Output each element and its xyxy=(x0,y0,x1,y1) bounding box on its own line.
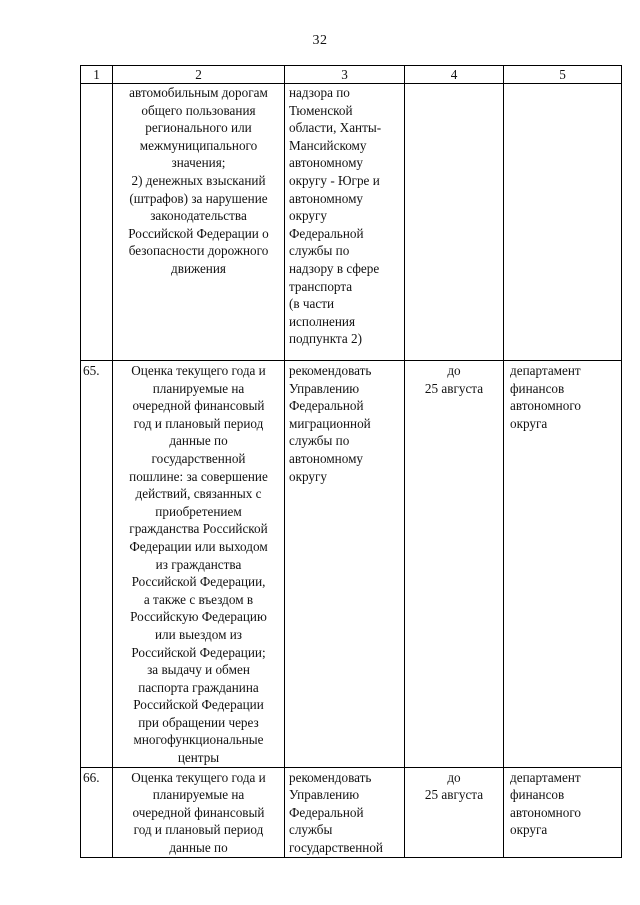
table-row xyxy=(81,767,622,857)
row-number: 66. xyxy=(81,767,113,857)
row-description: Оценка текущего года и планируемые на очередной финансовый год и плановый период данные по государственной пошлине: за совершение действий, связанных с приобретением гражданства Российской Федерации или выходом из гражданства Российской Федерации, а также с въездом в Российскую Федерацию или выездом из Российской Федерации; за выдачу и обмен паспорта гражданина Российской Федерации при обращении через многофункциональные центры xyxy=(113,361,285,768)
row-recipient: департамент финансов автономного округа xyxy=(504,361,622,768)
row-number xyxy=(81,84,113,361)
row-executor: рекомендовать Управлению Федеральной миграционной службы по автономному округу xyxy=(285,361,405,768)
header-cell-5: 5 xyxy=(504,66,622,84)
row-executor: рекомендовать Управлению Федеральной службы государственной xyxy=(285,767,405,857)
row-deadline: до 25 августа xyxy=(405,361,504,768)
header-cell-3: 3 xyxy=(285,66,405,84)
row-description: Оценка текущего года и планируемые на очередной финансовый год и плановый период данные по xyxy=(113,767,285,857)
row-deadline: до 25 августа xyxy=(405,767,504,857)
row-recipient: департамент финансов автономного округа xyxy=(504,767,622,857)
table-row xyxy=(81,361,622,768)
header-cell-4: 4 xyxy=(405,66,504,84)
row-deadline xyxy=(405,84,504,361)
table-row xyxy=(81,84,622,361)
table-header-row xyxy=(81,66,622,84)
row-executor: надзора по Тюменской области, Ханты- Мансийскому автономному округу - Югре и автономному округу Федеральной службы по надзору в сфере транспорта (в части исполнения подпункта 2) xyxy=(285,84,405,361)
row-number: 65. xyxy=(81,361,113,768)
header-cell-1: 1 xyxy=(81,66,113,84)
page-number: 32 xyxy=(312,33,328,48)
row-recipient xyxy=(504,84,622,361)
row-description: автомобильным дорогам общего пользования регионального или межмуниципального значения; 2) денежных взысканий (штрафов) за нарушение законодательства Российской Федерации о безопасности дорожного движения xyxy=(113,84,285,361)
header-cell-2: 2 xyxy=(113,66,285,84)
document-table xyxy=(80,65,622,858)
